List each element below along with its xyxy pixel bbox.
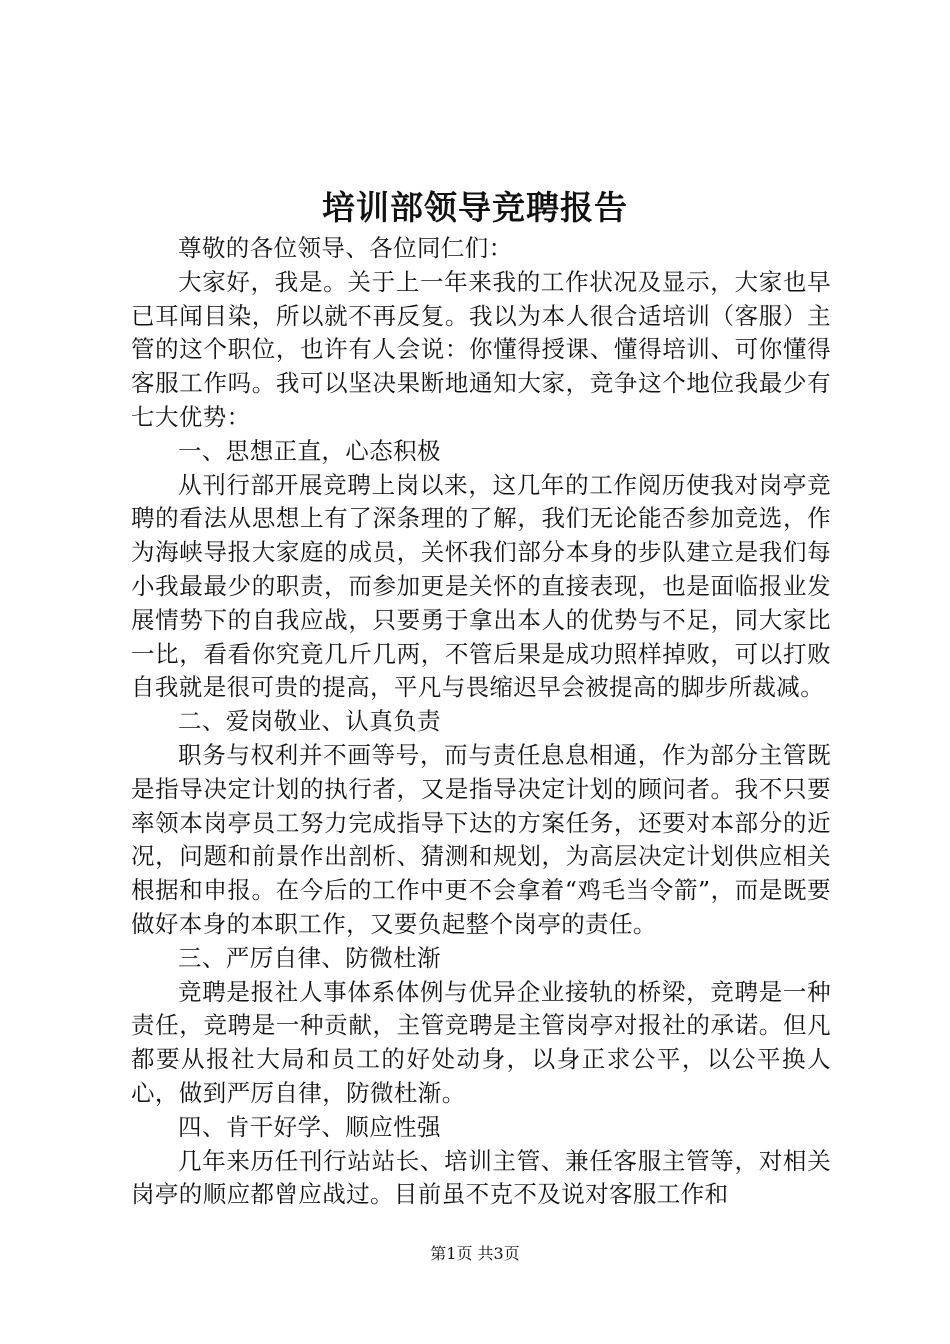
document-title: 培训部领导竞聘报告 bbox=[322, 188, 628, 227]
section-heading-2: 二、爱岗敬业、认真负责 bbox=[178, 707, 441, 736]
section-paragraph-1: 从刊行部开展竞聘上岗以来，这几年的工作阅历使我对岗亭竞聘的看法从思想上有了深条理的了解，我们无论能否参加竞选，作为海峡导报大家庭的成员，关怀我们部分本身的步队建立是我们每小我最最少的职责，而参加更是关怀的直接表现，也是面临报业发展情势下的自我应战，只要勇于拿出本人的优势与不足，同大家比一比，看看你究竟几斤几两，不管后果是成功照样掉败，可以打败自我就是很可贵的提高，平凡与畏缩迟早会被提高的脚步所裁减。 bbox=[131, 470, 831, 702]
section-paragraph-3: 竞聘是报社人事体系体例与优异企业接轨的桥梁，竞聘是一种责任，竞聘是一种贡献，主管竞聘是主管岗亭对报社的承诺。但凡都要从报社大局和员工的好处动身，以身正求公平，以公平换人心，做到严厉自律，防微杜渐。 bbox=[131, 977, 831, 1107]
page-number-footer: 第1页 共3页 bbox=[430, 1244, 520, 1263]
section-heading-4: 四、肯干好学、顺应性强 bbox=[178, 1112, 441, 1141]
section-paragraph-4: 几年来历任刊行站站长、培训主管、兼任客服主管等，对相关岗亭的顺应都曾应战过。目前虽不克不及说对客服工作和 bbox=[131, 1146, 831, 1209]
section-heading-1: 一、思想正直，心态积极 bbox=[178, 436, 441, 465]
document-body bbox=[131, 232, 831, 1212]
intro-paragraph: 大家好，我是。关于上一年来我的工作状况及显示，大家也早已耳闻目染，所以就不再反复。我以为本人很合适培训（客服）主管的这个职位，也许有人会说：你懂得授课、懂得培训、可你懂得客服工作吗。我可以坚决果断地通知大家，竞争这个地位我最少有七大优势： bbox=[131, 267, 831, 431]
section-heading-3: 三、严厉自律、防微杜渐 bbox=[178, 943, 441, 972]
section-paragraph-2: 职务与权利并不画等号，而与责任息息相通，作为部分主管既是指导决定计划的执行者，又是指导决定计划的顾问者。我不只要率领本岗亭员工努力完成指导下达的方案任务，还要对本部分的近况，问题和前景作出剖析、猜测和规划，为高层决定计划供应相关根据和申报。在今后的工作中更不会拿着“鸡毛当令箭”，而是既要做好本身的本职工作，又要负起整个岗亭的责任。 bbox=[131, 740, 831, 938]
salutation-paragraph: 尊敬的各位领导、各位同仁们： bbox=[178, 234, 513, 262]
